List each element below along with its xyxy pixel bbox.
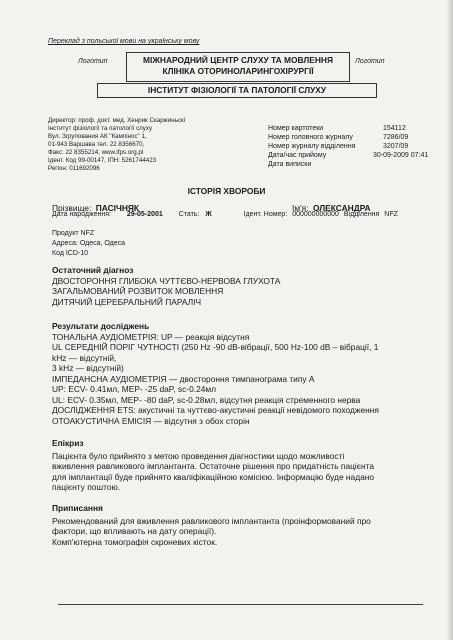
institute-name: ІНСТИТУТ ФІЗІОЛОГІЇ ТА ПАТОЛОГІЇ СЛУХУ — [147, 85, 327, 95]
code-line: Код ICD-10 — [52, 250, 89, 257]
history-title: ІСТОРІЯ ХВОРОБИ — [187, 186, 266, 196]
clinic-name: КЛІНІКА ОТОРИНОЛАРИНГОХІРУРГІЇ — [162, 65, 314, 76]
results-line: ДОСЛІДЖЕННЯ ETS: акустичні та чуттєво-акустичні реакції невідомого походження — [52, 405, 379, 415]
logo-left-placeholder: Логотип — [78, 58, 108, 65]
address-line: Ідент. Код 99-00147, ІПН: 5261744423 — [48, 157, 157, 164]
recommendation-line: Рекомендований для вживлення равликового імплантанта (проінформований про — [52, 515, 371, 526]
diagnosis-section — [52, 265, 442, 307]
epicrisis-line: Пацієнта було прийнято з метою проведення діагностики щодо можливості — [52, 450, 345, 461]
results-line: ОТОАКУСТИЧНА ЕМІСІЯ — відсутня з обох сторін — [52, 415, 250, 426]
epicrisis-line: пацієнту поштою. — [52, 482, 121, 492]
dept-label: Відділення — [343, 211, 380, 218]
results-line: UL: ECV- 0.35мл, MEP- -80 daP, sc-0.28мл, відсутня реакція стременного нерва — [52, 394, 361, 405]
patient-details-row — [52, 210, 447, 219]
recommendation-line: Комп'ютерна томографія скроневих кісток. — [52, 536, 218, 547]
recommendations-section — [52, 503, 447, 547]
record-label: Номер головного журналу — [268, 134, 353, 141]
patient-address-line: Адреса: Одеса, Одеса — [52, 240, 126, 247]
sex-label: Стать: — [178, 211, 200, 218]
record-label: Номер журналу відділення — [268, 143, 356, 150]
sex-value: Ж — [205, 211, 212, 218]
address-line: Факс: 22 8355214, www.ifps.org.pl — [48, 149, 144, 156]
results-line: ТОНАЛЬНА АУДІОМЕТРІЯ: UP — реакція відсутня — [52, 331, 250, 342]
address-block — [48, 117, 258, 173]
record-label: Номер картотеки — [268, 125, 324, 132]
results-line: kHz — відсутній, — [52, 352, 117, 363]
diagnosis-line: ДИТЯЧИЙ ЦЕРЕБРАЛЬНИЙ ПАРАЛІЧ — [52, 296, 202, 307]
results-line: 3 kHz — відсутній) — [52, 363, 124, 373]
results-line: UP: ECV- 0.41мл, MEP- -25 daP, sc-0.24мл — [52, 384, 217, 394]
record-label: Дата виписки — [268, 161, 312, 168]
results-line: ІМПЕДАНСНА АУДІОМЕТРІЯ — двостороння тимпанограма типу А — [52, 373, 315, 384]
results-line: UL СЕРЕДНІЙ ПОРІГ ЧУТНОСТІ (250 Hz -90 dB-вібрації, 500 Hz-100 dB – вібрації, 1 — [52, 342, 379, 352]
translation-note: Переклад з польської мови на українську мову — [48, 38, 200, 45]
recommendations-title: Приписання — [52, 503, 103, 513]
id-value: 000000000000 — [292, 211, 339, 218]
results-section — [52, 321, 447, 426]
record-label: Дата/час прийому — [268, 152, 327, 159]
patient-extra — [52, 229, 125, 258]
record-value: 7286/09 — [383, 134, 409, 141]
center-name: МІЖНАРОДНИЙ ЦЕНТР СЛУХУ ТА МОВЛЕННЯ — [143, 55, 333, 65]
diagnosis-title: Остаточний діагноз — [52, 265, 134, 275]
diagnosis-line: ДВОСТОРОННЯ ГЛИБОКА ЧУТТЄВО-НЕРВОВА ГЛУХОТА — [52, 275, 281, 286]
address-line: Директор: проф. докт. мед. Хенрик Скаржиньскі — [48, 117, 186, 124]
name-label: Ім'я: — [292, 203, 309, 213]
surname-value: ПАСІЧНЯК — [95, 203, 140, 213]
address-line: 01-943 Варшава тел. 22 8356670, — [48, 141, 145, 148]
recommendation-line: фактори, що впливають на дату операції). — [52, 526, 217, 536]
epicrisis-line: вживлення равликового імплантанта. Остаточне рішення про придатність пацієнта — [52, 461, 375, 471]
product-line: Продукт NFZ — [52, 230, 95, 237]
diagnosis-line: ЗАГАЛЬМОВАНИЙ РОЗВИТОК МОВЛЕННЯ — [52, 286, 224, 296]
record-value: 3207/09 — [383, 143, 409, 150]
dept-value: NFZ — [384, 211, 398, 218]
logo-right-placeholder: Логотип — [355, 58, 385, 65]
dob-value: 29-05-2001 — [126, 211, 163, 218]
address-line: Регіон: 011692096 — [48, 165, 100, 172]
header-center-box — [126, 52, 350, 82]
epicrisis-title: Епікриз — [52, 438, 84, 448]
institute-box — [97, 83, 377, 98]
dob-label: Дата народження: — [52, 211, 111, 218]
record-info — [268, 124, 448, 169]
page-edge-shadow — [447, 0, 453, 640]
id-label: Ідент. Номер: — [243, 211, 288, 218]
address-line: Вул. Згрупования АК "Кампінос" 1, — [48, 133, 147, 140]
epicrisis-line: для імплантації буде прийнято кваліфікаційною комісією. Інформацію буде надано — [52, 471, 375, 482]
epicrisis-section — [52, 438, 447, 493]
footer-divider — [58, 604, 423, 605]
results-title: Результати досліджень — [52, 321, 150, 331]
record-value: 154112 — [383, 125, 406, 132]
record-value: 30-09-2009 07:41 — [373, 152, 429, 159]
name-value: ОЛЕКСАНДРА — [313, 203, 371, 213]
surname-label: Прізвище: — [52, 203, 92, 213]
address-line: Інститут фізіології та патології слуху — [48, 125, 153, 132]
